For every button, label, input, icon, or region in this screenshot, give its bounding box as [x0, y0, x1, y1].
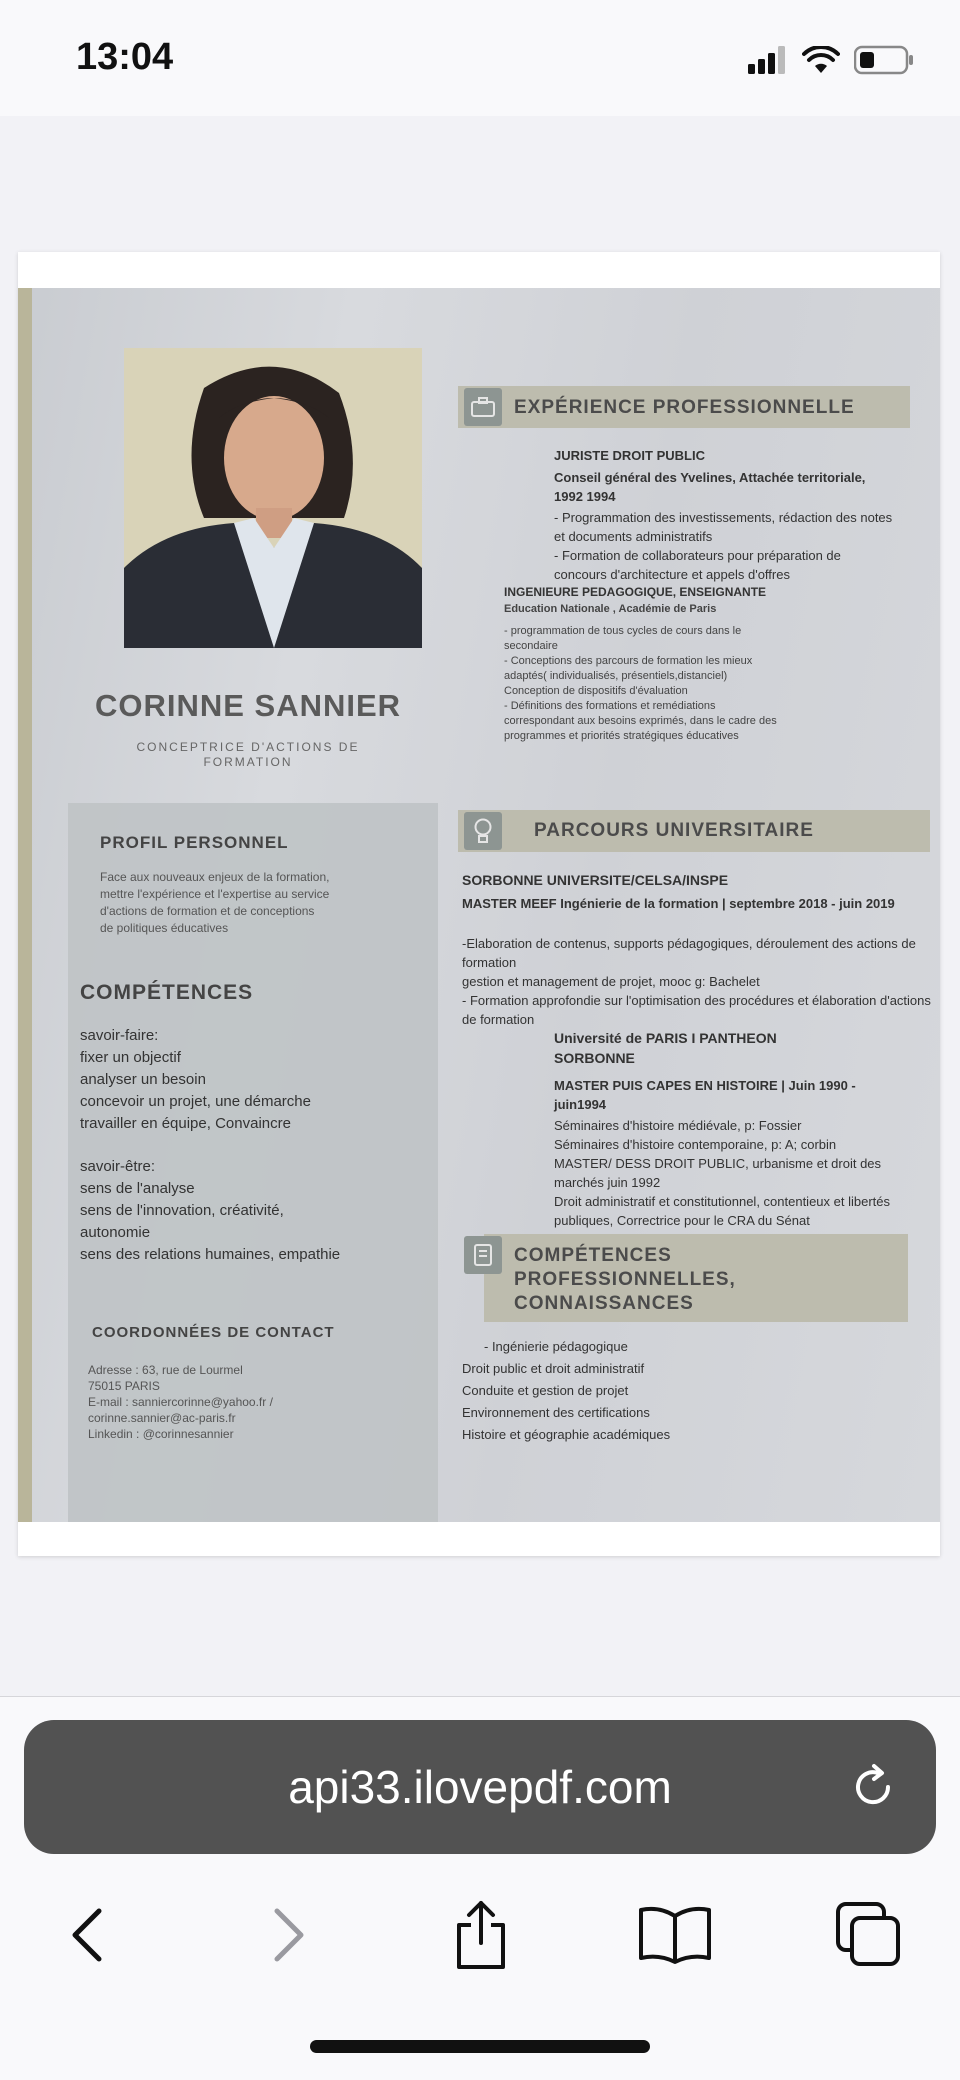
- parcours2-items: [554, 1116, 914, 1230]
- wifi-icon: [802, 46, 840, 74]
- cv-subtitle: CONCEPTRICE D'ACTIONS DE FORMATION: [136, 740, 360, 769]
- list-item: autonomie: [80, 1224, 151, 1241]
- contact-line: E-mail : sanniercorinne@yahoo.fr /: [88, 1395, 273, 1409]
- list-item: - Programmation des investissements, rédaction des notes et documents administratifs: [554, 510, 893, 544]
- browser-toolbar: [0, 1890, 960, 1980]
- list-item: fixer un objectif: [80, 1049, 181, 1066]
- list-item: Conduite et gestion de projet: [462, 1383, 629, 1398]
- list-item: gestion et management de projet, mooc g: Bachelet: [462, 974, 760, 989]
- list-item: Conception de dispositifs d'évaluation: [504, 685, 688, 697]
- competences-title: COMPÉTENCES: [80, 981, 254, 1004]
- savoir-faire-list: [80, 1025, 311, 1135]
- status-icons: [748, 42, 914, 78]
- list-item: Séminaires d'histoire contemporaine, p: A; corbin: [554, 1137, 837, 1152]
- chevron-left-icon: [67, 1905, 107, 1965]
- lightbulb-icon: [464, 812, 502, 850]
- list-item: analyser un besoin: [80, 1071, 206, 1088]
- list-item: - Conceptions des parcours de formation les mieux adaptés( individualisés, présentiels,distanciel): [504, 655, 753, 682]
- parcours-title: PARCOURS UNIVERSITAIRE: [534, 820, 814, 841]
- status-time: 13:04: [76, 36, 174, 78]
- status-bar: [0, 0, 960, 116]
- profil-title: PROFIL PERSONNEL: [100, 833, 289, 852]
- cv-photo: [124, 348, 422, 648]
- experience-title: EXPÉRIENCE PROFESSIONNELLE: [514, 397, 855, 418]
- cv-name: CORINNE SANNIER: [94, 688, 402, 723]
- contact-lines: [88, 1362, 273, 1442]
- list-item: Séminaires d'histoire médiévale, p: Fossier: [554, 1118, 802, 1133]
- savoir-etre-list: [80, 1156, 340, 1266]
- book-icon: [464, 1236, 502, 1274]
- job1-title: JURISTE DROIT PUBLIC: [554, 448, 705, 463]
- contact-line: 75015 PARIS: [88, 1379, 160, 1393]
- job1-items: [554, 508, 894, 584]
- contact-line: Linkedin : @corinnesannier: [88, 1427, 234, 1441]
- list-item: Droit administratif et constitutionnel, contentieux et libertés publiques, Correctrice pour le CRA du Sénat: [554, 1194, 891, 1228]
- share-button[interactable]: [436, 1890, 526, 1980]
- list-item: Environnement des certifications: [462, 1405, 650, 1420]
- list-item: - Définitions des formations et remédiations correspondant aux besoins exprimés, dans le cadre des programmes et priorités stratégiques éducatives: [504, 700, 777, 742]
- home-indicator[interactable]: [310, 2040, 650, 2053]
- job1-org: Conseil général des Yvelines, Attachée territoriale, 1992 1994: [554, 470, 866, 504]
- contact-line: corinne.sannier@ac-paris.fr: [88, 1411, 236, 1425]
- chevron-right-icon: [269, 1905, 309, 1965]
- list-item: MASTER/ DESS DROIT PUBLIC, urbanisme et droit des marchés juin 1992: [554, 1156, 882, 1190]
- job2-title: INGENIEURE PEDAGOGIQUE, ENSEIGNANTE: [504, 585, 767, 599]
- parcours1-items: [462, 934, 936, 1029]
- list-item: - Formation approfondie sur l'optimisation des procédures et élaboration d'actions de formation: [462, 993, 931, 1027]
- scan-edge: [18, 288, 32, 1522]
- book-open-icon: [637, 1904, 713, 1966]
- bookmarks-button[interactable]: [630, 1890, 720, 1980]
- list-item: -Elaboration de contenus, supports pédagogiques, déroulement des actions de formation: [462, 936, 916, 970]
- address-bar[interactable]: [24, 1720, 936, 1854]
- reload-icon[interactable]: [848, 1762, 898, 1812]
- list-item: - Formation de collaborateurs pour préparation de concours d'architecture et appels d'offres: [554, 548, 841, 582]
- list-item: travailler en équipe, Convaincre: [80, 1115, 291, 1132]
- tabs-icon: [834, 1900, 904, 1970]
- competences-pro-title: COMPÉTENCES PROFESSIONNELLES, CONNAISSANCES: [514, 1245, 736, 1314]
- degree1: MASTER MEEF Ingénierie de la formation | septembre 2018 - juin 2019: [462, 896, 895, 911]
- back-button[interactable]: [42, 1890, 132, 1980]
- list-item: sens de l'analyse: [80, 1180, 195, 1197]
- signal-icon: [748, 46, 788, 74]
- competences-pro-list: [462, 1336, 670, 1446]
- list-item: sens des relations humaines, empathie: [80, 1246, 341, 1263]
- pdf-viewer[interactable]: [0, 116, 960, 1696]
- school1: SORBONNE UNIVERSITE/CELSA/INSPE: [462, 872, 729, 888]
- job2-org: Education Nationale , Académie de Paris: [504, 603, 717, 615]
- battery-icon: [854, 45, 914, 75]
- list-item: savoir-être:: [80, 1158, 156, 1175]
- url-text[interactable]: api33.ilovepdf.com: [288, 1761, 672, 1813]
- briefcase-icon: [464, 388, 502, 426]
- share-icon: [451, 1899, 511, 1971]
- list-item: Histoire et géographie académiques: [462, 1427, 671, 1442]
- forward-button[interactable]: [244, 1890, 334, 1980]
- list-item: savoir-faire:: [80, 1027, 159, 1044]
- profil-text: Face aux nouveaux enjeux de la formation, mettre l'expérience et l'expertise au service d'actions de formation et de conceptions de politiques éducatives: [100, 870, 330, 935]
- list-item: - programmation de tous cycles de cours dans le secondaire: [504, 625, 742, 652]
- tabs-button[interactable]: [824, 1890, 914, 1980]
- scanned-cv: [18, 288, 940, 1522]
- degree2: MASTER PUIS CAPES EN HISTOIRE | Juin 1990 - juin1994: [554, 1078, 856, 1112]
- contact-title: COORDONNÉES DE CONTACT: [92, 1324, 335, 1341]
- list-item: sens de l'innovation, créativité,: [80, 1202, 284, 1219]
- job2-items: [504, 624, 784, 744]
- list-item: - Ingénierie pédagogique: [484, 1339, 628, 1354]
- list-item: concevoir un projet, une démarche: [80, 1093, 311, 1110]
- pdf-page: [18, 252, 940, 1556]
- school2: Université de PARIS I PANTHEON SORBONNE: [554, 1030, 777, 1066]
- contact-line: Adresse : 63, rue de Lourmel: [88, 1363, 243, 1377]
- list-item: Droit public et droit administratif: [462, 1361, 645, 1376]
